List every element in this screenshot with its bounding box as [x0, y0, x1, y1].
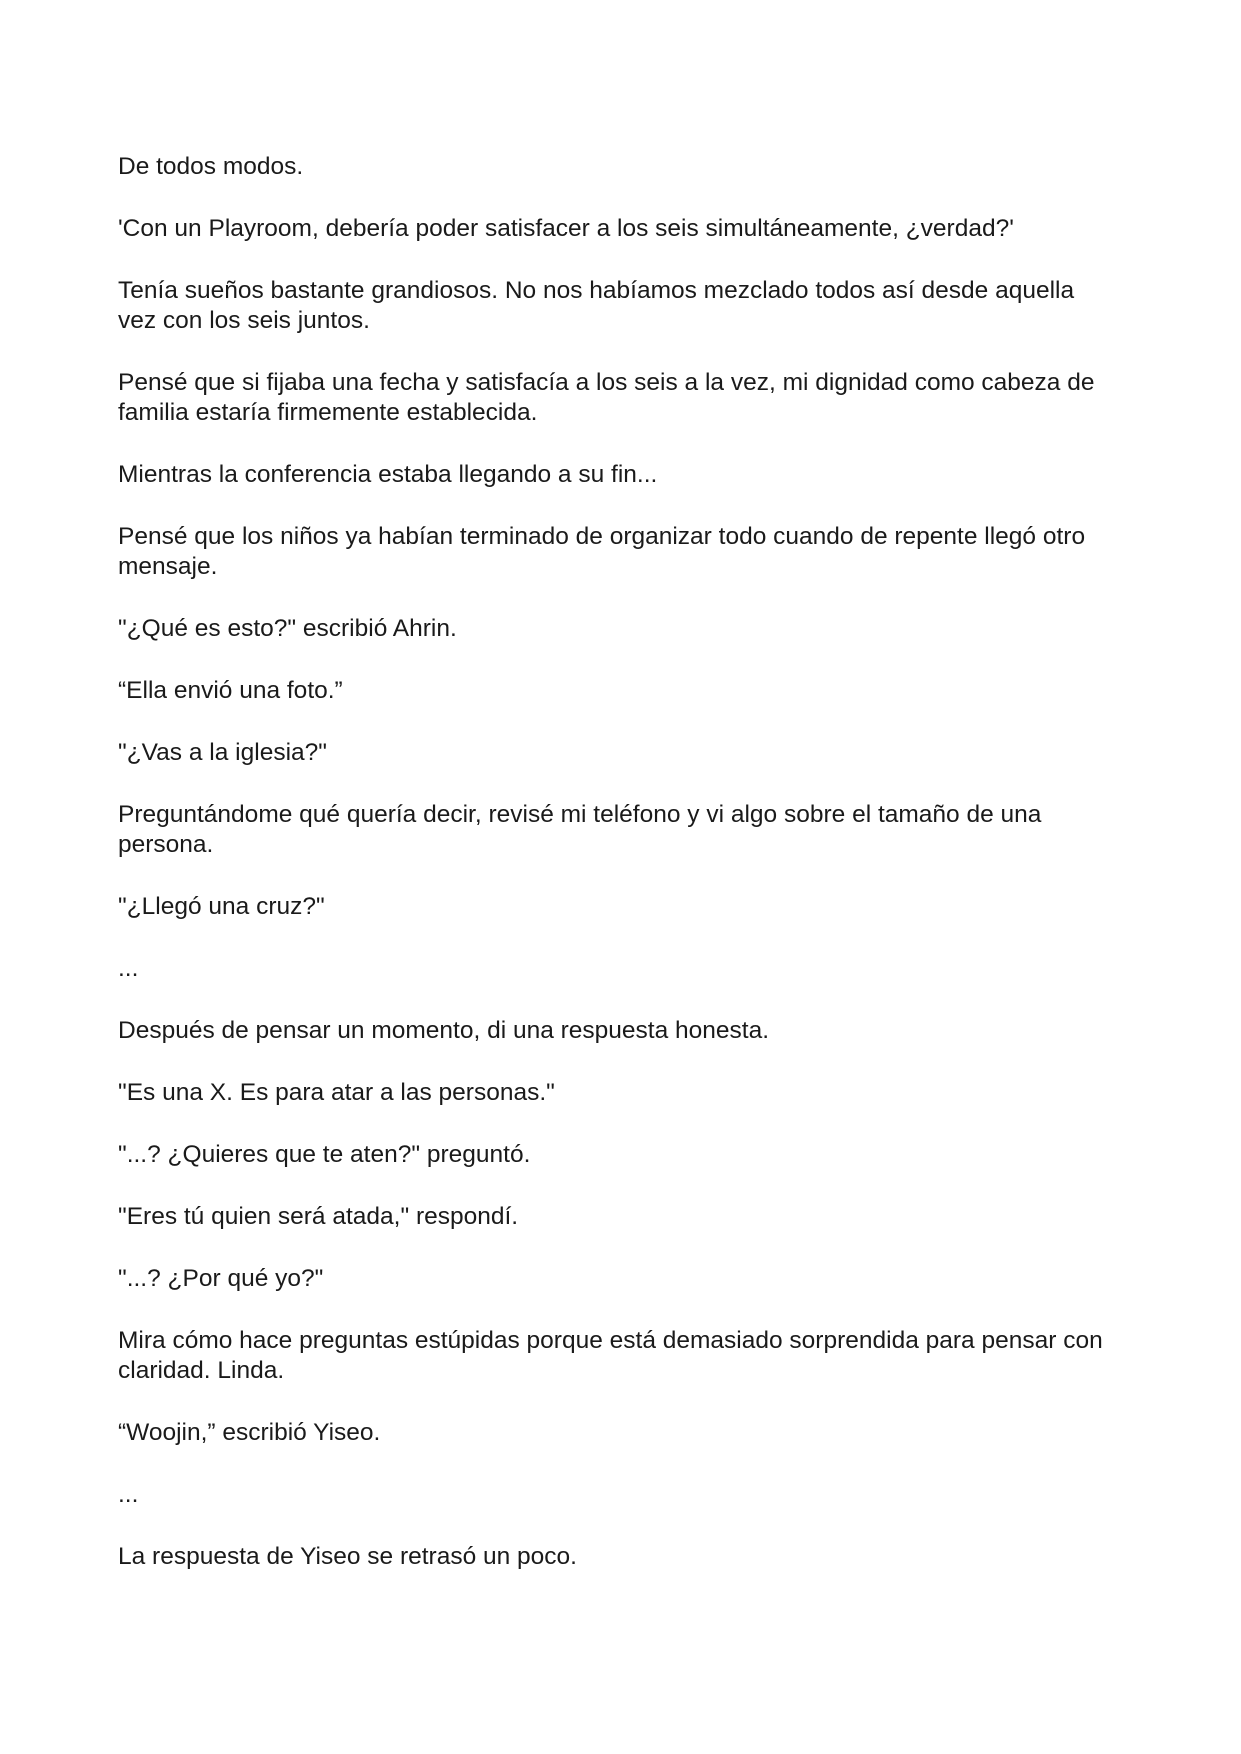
- paragraph: "¿Vas a la iglesia?": [118, 739, 327, 766]
- paragraph: Mira cómo hace preguntas estúpidas porque está demasiado sorprendida para pensar con claridad. Linda.: [118, 1327, 1103, 1384]
- paragraph: “Ella envió una foto.”: [118, 677, 343, 704]
- paragraph: Preguntándome qué quería decir, revisé mi teléfono y vi algo sobre el tamaño de una persona.: [118, 801, 1042, 858]
- paragraph: 'Con un Playroom, debería poder satisfacer a los seis simultáneamente, ¿verdad?': [118, 215, 1014, 242]
- paragraph: "...? ¿Quieres que te aten?" preguntó.: [118, 1141, 531, 1168]
- paragraph: La respuesta de Yiseo se retrasó un poco.: [118, 1543, 577, 1570]
- paragraph: De todos modos.: [118, 153, 304, 180]
- paragraph: "¿Llegó una cruz?": [118, 893, 325, 920]
- paragraph: ...: [118, 1481, 139, 1508]
- paragraph: "Es una X. Es para atar a las personas.": [118, 1079, 555, 1106]
- paragraph: "Eres tú quien será atada," respondí.: [118, 1203, 519, 1230]
- paragraph: Después de pensar un momento, di una respuesta honesta.: [118, 1017, 770, 1044]
- paragraph: Mientras la conferencia estaba llegando a su fin...: [118, 461, 658, 488]
- paragraph: "¿Qué es esto?" escribió Ahrin.: [118, 615, 457, 642]
- paragraph: "...? ¿Por qué yo?": [118, 1265, 324, 1292]
- paragraph: Tenía sueños bastante grandiosos. No nos habíamos mezclado todos así desde aquella vez con los seis juntos.: [118, 277, 1075, 334]
- paragraph: Pensé que los niños ya habían terminado de organizar todo cuando de repente llegó otro mensaje.: [118, 523, 1086, 580]
- paragraph: ...: [118, 955, 139, 982]
- document-body: [118, 152, 1118, 1604]
- paragraph: Pensé que si fijaba una fecha y satisfacía a los seis a la vez, mi dignidad como cabeza de familia estaría firmemente establecida.: [118, 369, 1095, 426]
- paragraph: “Woojin,” escribió Yiseo.: [118, 1419, 381, 1446]
